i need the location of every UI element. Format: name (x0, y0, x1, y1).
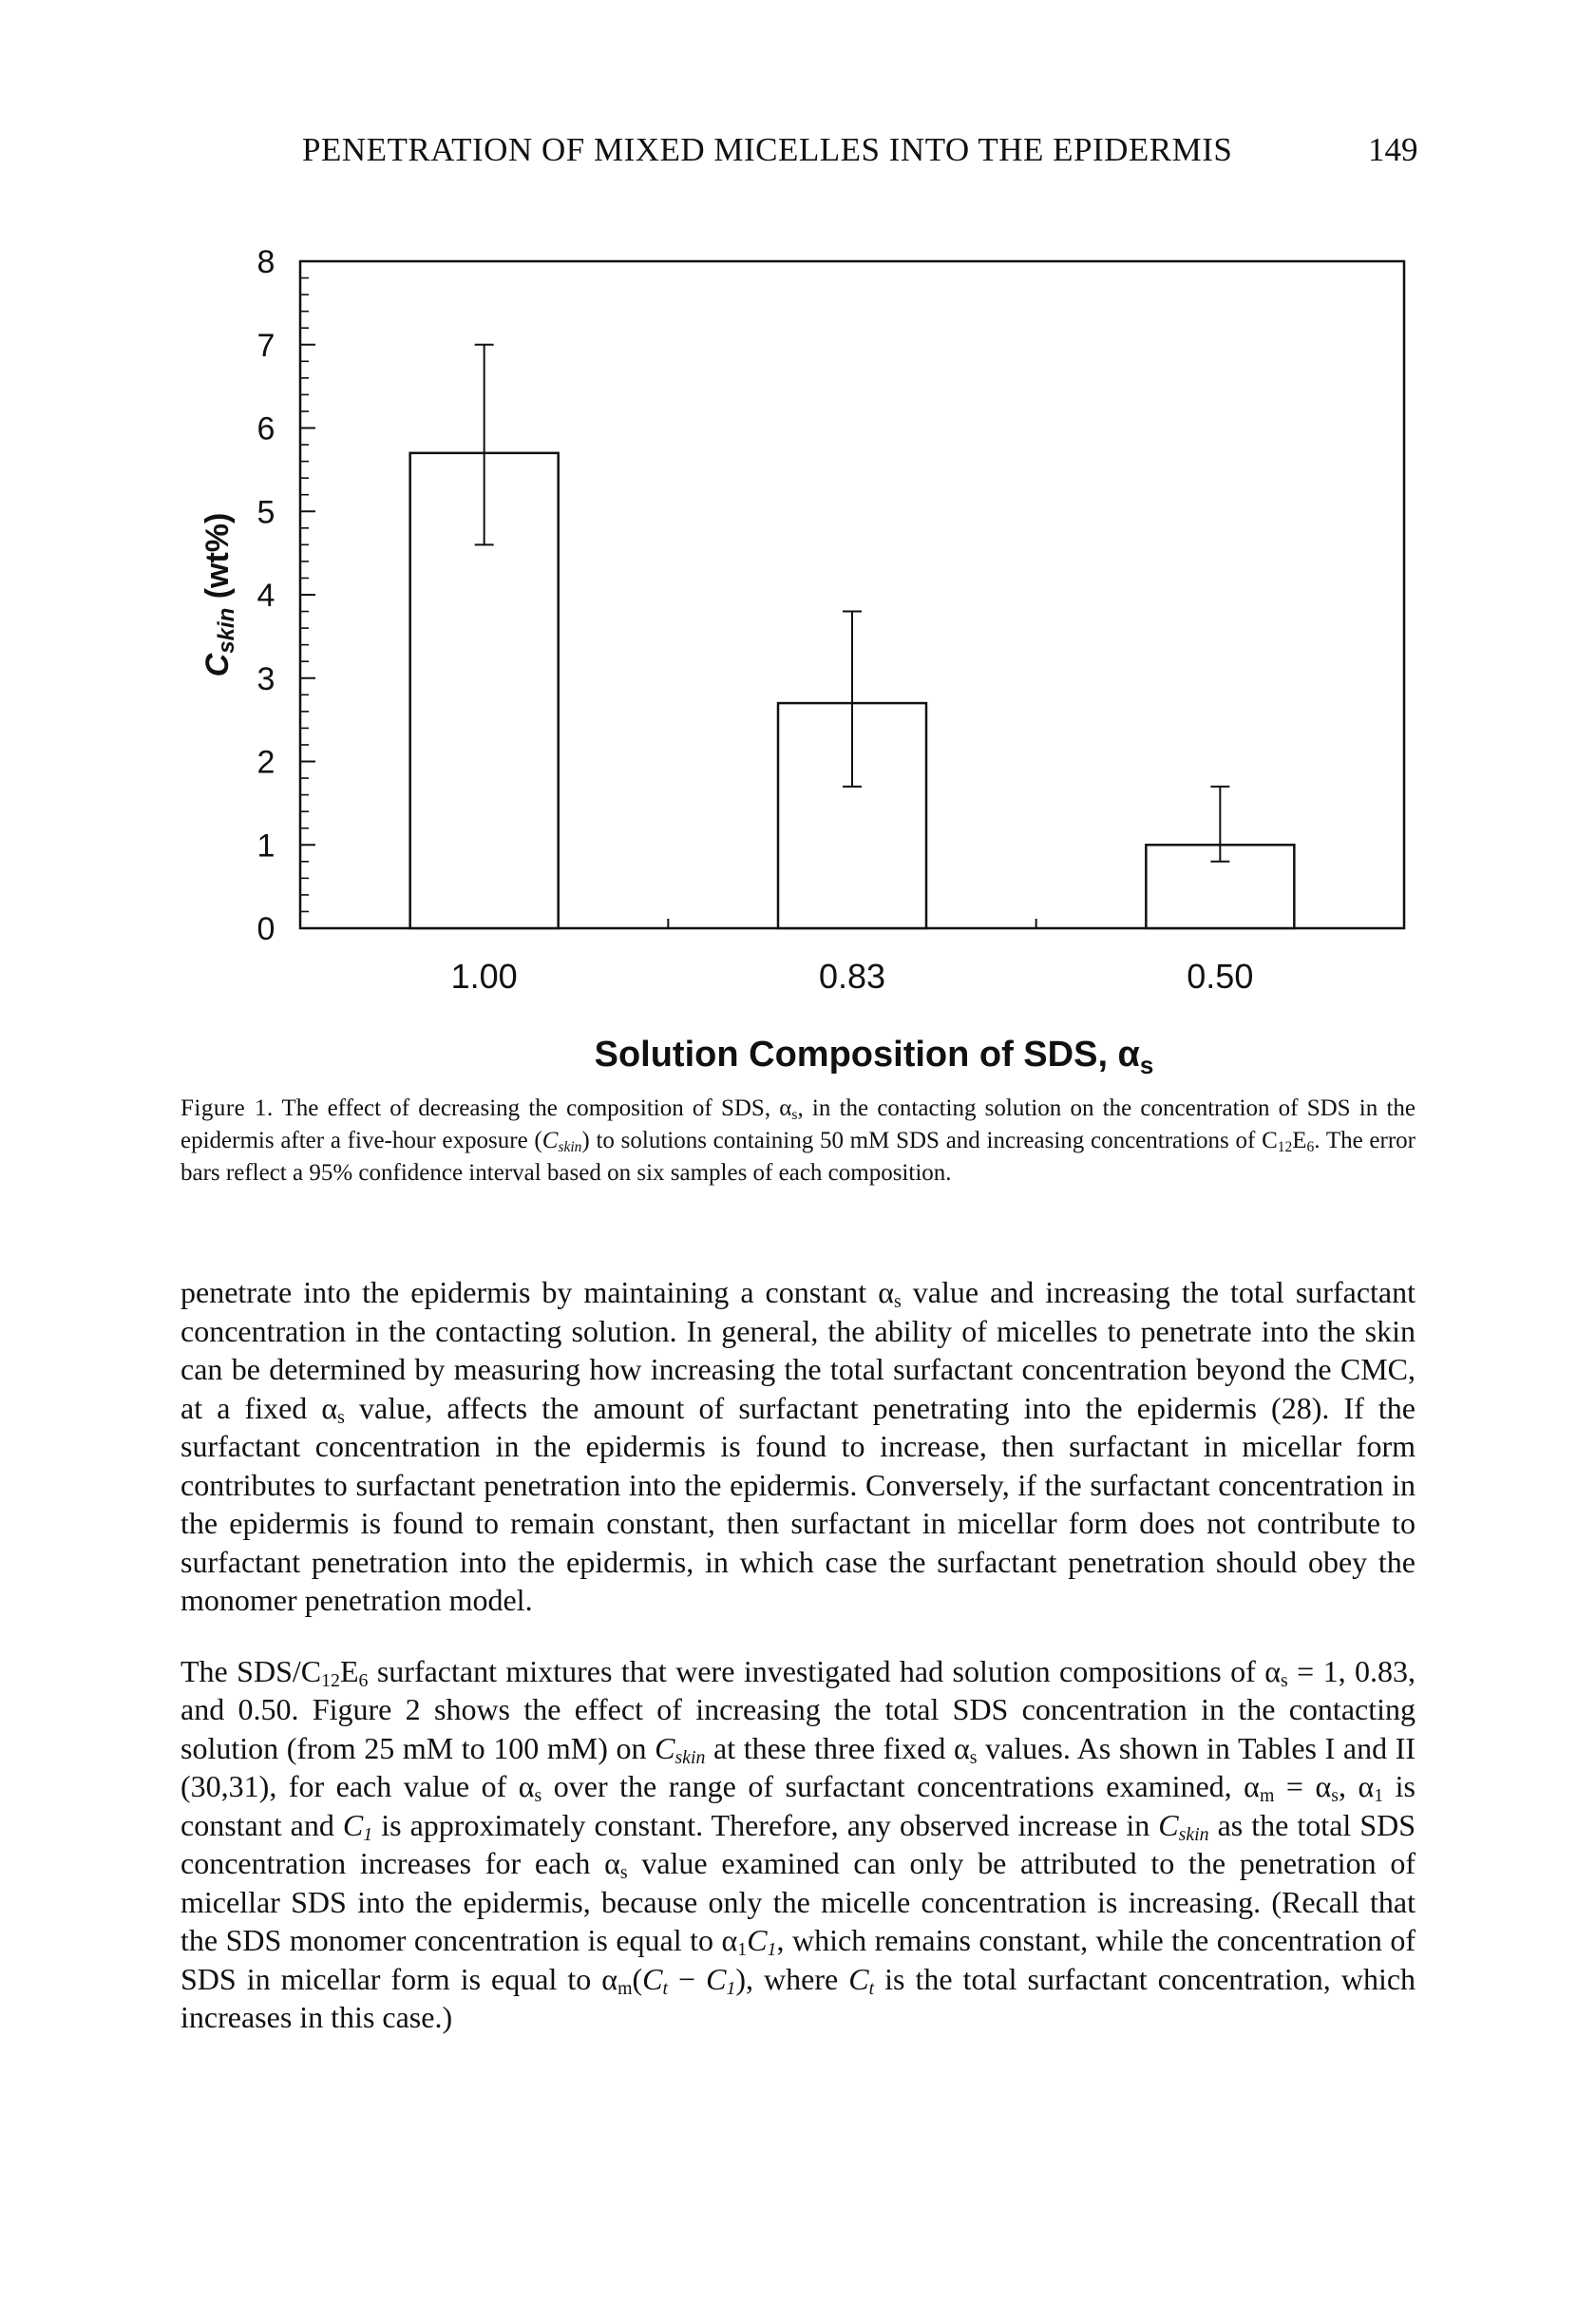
y-tick-label: 6 (256, 410, 276, 447)
y-tick-label: 8 (256, 244, 276, 280)
y-tick-label: 5 (256, 494, 276, 531)
bar-chart (0, 0, 1596, 1083)
y-axis-label-unit: (wt%) (200, 512, 236, 608)
body-text (180, 1273, 1416, 2037)
y-tick-label: 0 (256, 911, 276, 947)
page-number: 149 (1368, 131, 1418, 168)
y-axis-label-sub: skin (214, 607, 239, 654)
figure-caption (180, 1093, 1416, 1190)
x-axis-label-main: Solution Composition of SDS, α (594, 1035, 1140, 1075)
y-tick-label: 3 (256, 660, 276, 697)
y-tick-label: 1 (256, 828, 276, 865)
y-tick-label: 7 (256, 327, 276, 364)
body-paragraph-2: The SDS/$C_{12}E_6$ surfactant mixtures that were investigated had solution compositions of $\alpha_s = 1$, 0.83, and 0.50. Figure 2 shows the effect of increasing the total SDS concentration in the contacting solution (from 25 mM to 100 mM) on $C_{skin}$ at these three fixed $\alpha_s$ values. As shown in Tables I and II (30,31), for each value of $\alpha_s$ over the range of surfactant concentrations examined, $\alpha_m = \alpha_s$, $\alpha_1$ is constant and $C_1$ is approximately constant. Therefore, any observed increase in $C_{skin}$ as the total SDS concentration increases for each $\alpha_s$ value examined can only be attributed to the penetration of micellar SDS into the epidermis, because only the micelle concentration is increasing. (Recall that the SDS monomer concentration is equal to $\alpha_1C_1$, which remains constant, while the concentration of SDS in micellar form is equal to $\alpha_m(C_t - C_1)$, where $C_t$ is the total surfactant concentration, which increases in this case.) (180, 1653, 1416, 2034)
y-tick-label: 2 (256, 744, 276, 781)
x-axis-label-sub: s (1139, 1051, 1154, 1079)
running-head-title: PENETRATION OF MIXED MICELLES INTO THE EPIDERMIS (302, 131, 1233, 168)
body-paragraph-1: penetrate into the epidermis by maintaining a constant $\alpha_s$ value and increasing the total surfactant concentration in the contacting solution. In general, the ability of micelles to penetrate into the skin can be determined by measuring how increasing the total surfactant concentration beyond the CMC, at a fixed $\alpha_s$ value, affects the amount of surfactant penetrating into the epidermis (28). If the surfactant concentration in the epidermis is found to increase, then surfactant in micellar form contributes to surfactant penetration into the epidermis. Conversely, if the surfactant concentration in the epidermis is found to remain constant, then surfactant in micellar form does not contribute to surfactant penetration into the epidermis, in which case the surfactant penetration should obey the monomer penetration model. (180, 1275, 1416, 1617)
x-tick-label: 1.00 (450, 957, 518, 996)
caption-label: Figure 1. (180, 1095, 274, 1121)
figure-1 (0, 0, 1596, 1083)
error-bars (475, 345, 1230, 862)
y-axis-label (200, 513, 239, 677)
x-tick-label: 0.83 (818, 957, 886, 996)
x-axis-label (595, 1035, 1154, 1079)
y-tick-labels (257, 244, 276, 947)
caption-text: The effect of decreasing the composition of SDS, $\alpha_s$, in the contacting solution on the concentration of SDS in the epidermis after a five-hour exposure $(C_{skin})$ to solutions containing 50 mM SDS and increasing concentrations of $C_{12}E_6$. The error bars reflect a 95% confidence interval based on six samples of each composition. (180, 1095, 1416, 1186)
x-tick-label: 0.50 (1187, 957, 1254, 996)
y-axis-label-main: C (200, 653, 236, 677)
x-tick-labels (451, 957, 1254, 996)
y-tick-label: 4 (256, 578, 276, 614)
